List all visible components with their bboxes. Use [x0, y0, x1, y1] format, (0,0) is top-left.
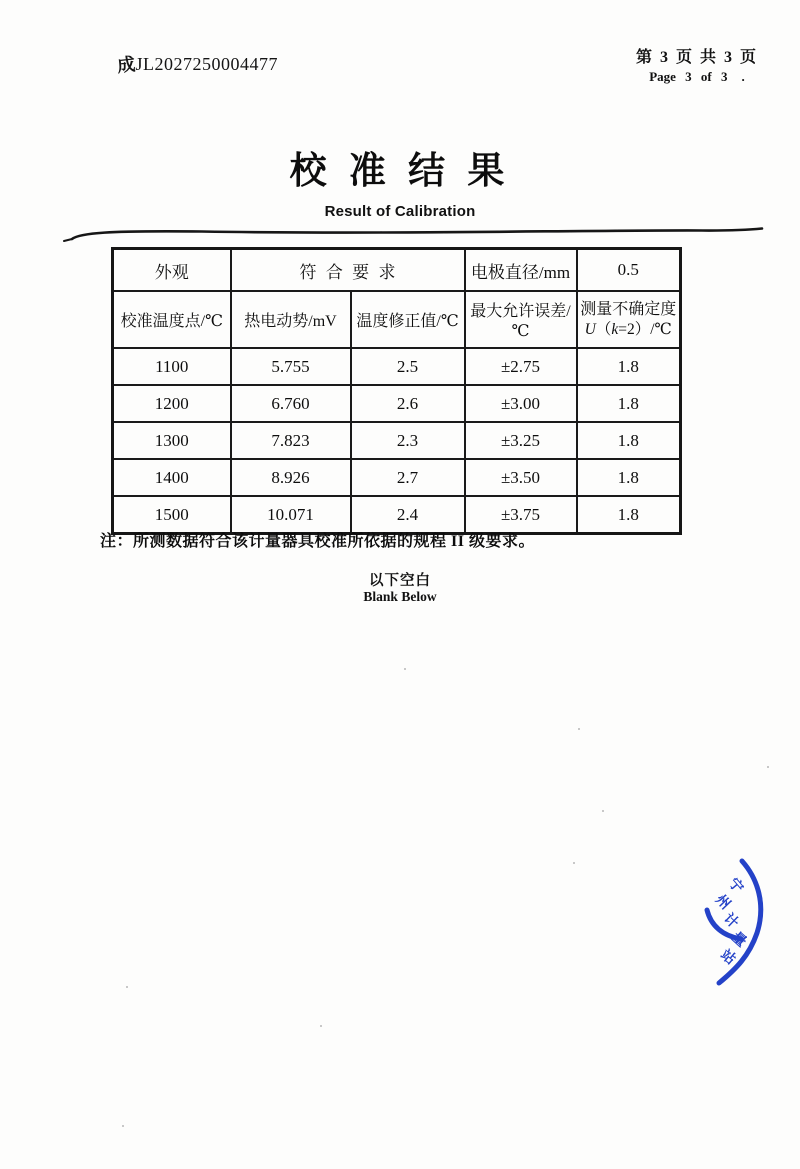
scan-speck [578, 728, 580, 730]
table-row-appearance [113, 249, 681, 292]
certificate-number [117, 50, 278, 76]
col-header-correction: 温度修正值/℃ [351, 291, 465, 348]
title-block [0, 140, 800, 220]
scan-speck [320, 1025, 322, 1027]
col-header-emf: 热电动势/mV [231, 291, 351, 348]
cell-correction: 2.7 [351, 459, 465, 496]
cell-temp: 1100 [113, 348, 231, 385]
cell-max-error: ±3.75 [465, 496, 577, 534]
scan-speck [602, 810, 604, 812]
certificate-number-prefix: 成 [116, 54, 137, 76]
cell-emf: 7.823 [231, 422, 351, 459]
col-header-temperature-point: 校准温度点/℃ [113, 291, 231, 348]
cell-max-error: ±3.25 [465, 422, 577, 459]
appearance-label-cell: 外观 [113, 249, 231, 292]
uncertainty-rest: =2）/℃ [618, 320, 672, 338]
cell-max-error: ±3.00 [465, 385, 577, 422]
page-subtitle: Result of Calibration [324, 203, 476, 220]
uncertainty-u-symbol: U [584, 320, 596, 338]
blank-below-en: Blank Below [363, 589, 437, 604]
blank-below-cn: 以下空白 [369, 573, 431, 589]
compliance-note: 注：所测数据符合该计量器具校准所依据的规程 II 级要求。 [100, 533, 535, 550]
col-header-max-error: 最大允许误差/℃ [465, 291, 577, 348]
scan-speck [126, 986, 128, 988]
cell-emf: 5.755 [231, 348, 351, 385]
cell-uncertainty: 1.8 [577, 348, 681, 385]
cell-emf: 6.760 [231, 385, 351, 422]
calibration-results-table [111, 247, 682, 535]
cell-uncertainty: 1.8 [577, 459, 681, 496]
cell-max-error: ±2.75 [465, 348, 577, 385]
title-divider-line [62, 222, 768, 244]
table-header-row [113, 291, 681, 348]
official-seal-stamp [698, 853, 800, 989]
certificate-number-value: JL2027250004477 [135, 54, 278, 74]
cell-correction: 2.6 [351, 385, 465, 422]
scan-speck [767, 766, 769, 768]
page-indicator-en [636, 69, 758, 85]
col-header-uncertainty [577, 291, 681, 348]
table-row-1200 [113, 385, 681, 422]
table-row-1400 [113, 459, 681, 496]
cell-temp: 1200 [113, 385, 231, 422]
appearance-value-cell: 符合要求 [231, 249, 465, 292]
cell-correction: 2.3 [351, 422, 465, 459]
cell-correction: 2.5 [351, 348, 465, 385]
seal-char-4: 站 [717, 946, 739, 969]
page-indicator-en-text: Page 3 of 3 [649, 69, 728, 84]
seal-char-2: 计 [720, 910, 742, 932]
cell-uncertainty: 1.8 [577, 496, 681, 534]
cell-max-error: ±3.50 [465, 459, 577, 496]
cell-emf: 8.926 [231, 459, 351, 496]
uncertainty-k-symbol: k [611, 320, 619, 338]
uncertainty-paren: （ [595, 320, 612, 338]
page-indicator-cn: 第 3 页 共 3 页 [635, 49, 758, 66]
electrode-diameter-label-cell: 电极直径/mm [465, 249, 577, 292]
electrode-diameter-value-cell: 0.5 [577, 249, 681, 292]
cell-temp: 1300 [113, 422, 231, 459]
scan-speck [404, 668, 406, 670]
table-row-1300 [113, 422, 681, 459]
cell-uncertainty: 1.8 [577, 385, 681, 422]
page-title: 校 准 结 果 [289, 150, 511, 191]
scan-speck [573, 862, 575, 864]
cell-emf: 10.071 [231, 496, 351, 534]
cell-temp: 1500 [113, 496, 231, 534]
seal-char-0: 宁 [724, 875, 747, 897]
seal-char-3: 量 [728, 929, 750, 951]
uncertainty-header-line2 [580, 320, 678, 339]
cell-correction: 2.4 [351, 496, 465, 534]
seal-char-1: 州 [712, 891, 734, 913]
cell-uncertainty: 1.8 [577, 422, 681, 459]
uncertainty-header-line1: 测量不确定度 [580, 300, 677, 318]
page-indicator [636, 44, 758, 85]
page-indicator-dot: . [741, 69, 745, 84]
scan-speck [122, 1125, 124, 1127]
cell-temp: 1400 [113, 459, 231, 496]
table-row-1100 [113, 348, 681, 385]
